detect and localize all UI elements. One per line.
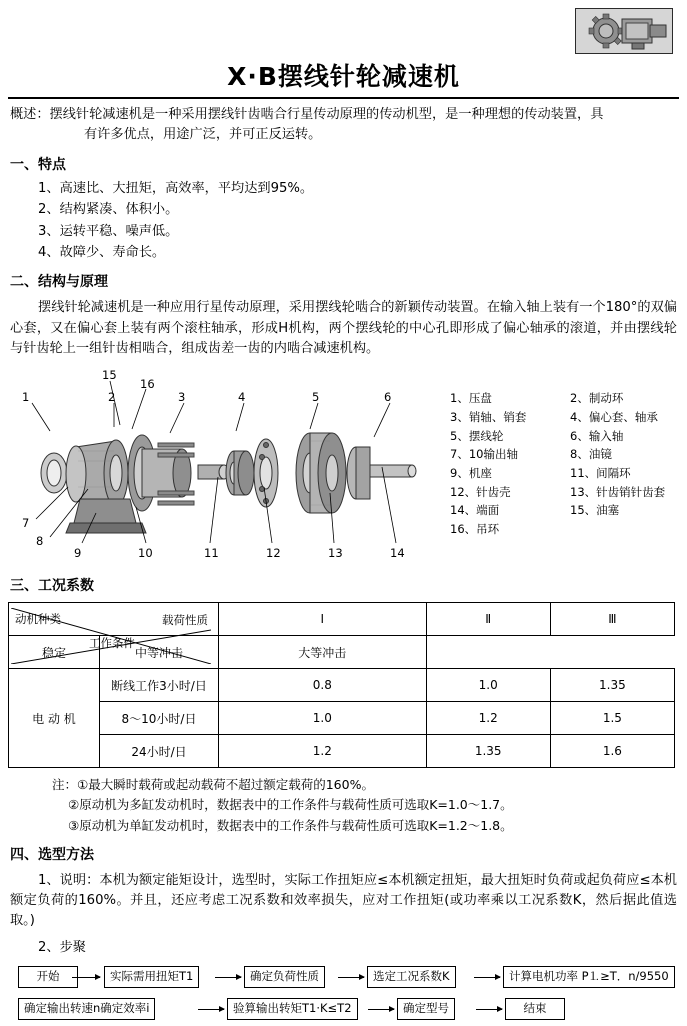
table-header-row [9,603,675,636]
leader-10: 10 [138,546,153,561]
section-heading-structure: 二、结构与原理 [10,274,108,291]
selection-explain-label: 1、说明： [38,872,100,888]
intro-line-1: 概述：摆线针轮减速机是一种采用摆线针齿啮合行星传动原理的传动机型，是一种理想的传动装置，具 [10,107,604,122]
row-group-label: 电 动 机 [9,669,100,768]
leader-13: 13 [328,546,343,561]
section-heading-coefficient: 三、工况系数 [10,578,94,595]
table-row [9,702,675,735]
flow-box-verify-torque: 验算输出转矩T1·K≤T2 [227,998,358,1020]
flow-box-output-speed: 确定输出转速n确定效率i [18,998,155,1020]
diagram-legend [450,389,687,538]
section-heading-selection: 四、选型方法 [10,846,94,863]
flow-arrow-5 [198,1009,224,1010]
table-row [9,735,675,768]
leader-11: 11 [204,546,219,561]
row-1-value-1: 0.8 [219,669,427,702]
leader-3: 3 [178,390,186,405]
col-head-1: Ⅰ [219,603,427,636]
flow-box-coefficient: 选定工况系数K [367,966,456,988]
flow-arrow-7 [476,1009,502,1010]
leader-5: 5 [312,390,320,405]
row-2-condition: 8～10小时/日 [100,702,219,735]
legend-item-11: 11、间隔环 [570,465,631,480]
flow-arrow-1 [72,977,100,978]
legend-item-5: 5、摆线轮 [450,428,504,443]
leader-8: 8 [36,534,44,549]
coefficient-table [8,602,675,768]
leader-12: 12 [266,546,281,561]
leader-lines [10,367,440,567]
flow-box-start: 开始 [18,966,78,988]
flow-box-motor-power: 计算电机功率 P⒈≥T．n/9550 [503,966,675,988]
note-item-1: ①最大瞬时载荷或起动载荷不超过额定载荷的160%。 [77,777,374,793]
row-1-value-3: 1.35 [550,669,674,702]
flow-arrow-4 [474,977,500,978]
selection-explain [10,871,677,932]
legend-item-3: 3、销轴、销套 [450,410,527,425]
row-2-value-2: 1.2 [426,702,550,735]
legend-item-6: 6、输入轴 [570,428,624,443]
legend-item-12: 12、针齿壳 [450,484,511,499]
selection-flowchart [10,964,677,1026]
col-subhead-1: 稳定 [9,636,100,669]
document-content-bottom [0,775,687,1026]
legend-item-2: 2、制动环 [570,391,624,406]
feature-item-3: 3、运转平稳、噪声低。 [38,223,179,239]
page-title: X·B摆线针轮减速机 [227,62,460,91]
intro-paragraph [10,105,677,146]
col-subhead-2: 中等冲击 [100,636,219,669]
coefficient-table-wrap [0,602,687,768]
legend-item-15: 15、油塞 [570,503,620,518]
row-3-value-2: 1.35 [426,735,550,768]
leader-15: 15 [102,368,117,383]
leader-4: 4 [238,390,246,405]
legend-item-8: 8、油镜 [570,447,612,462]
note-item-2: ②原动机为多缸发动机时，数据表中的工作条件与载荷性质可选取K=1.0～1.7。 [68,797,513,813]
intro-line-2: 有许多优点，用途广泛，并可正反运转。 [84,127,322,143]
col-subhead-3: 大等冲击 [219,636,427,669]
structure-paragraph: 摆线针轮减速机是一种应用行星传动原理，采用摆线轮啮合的新颖传动装置。在输入轴上装有一个180°的双偏心套，又在偏心套上装有两个滚柱轴承，形成H机构，两个摆线轮的中心孔即形成了偏心轴承的滚道，并由摆线轮与针齿轮上一组针齿相啮合，组成齿差一齿的内啮合减速机构。 [10,300,677,356]
legend-item-4: 4、偏心套、轴承 [570,410,658,425]
feature-item-1: 1、高速比、大扭矩，高效率，平均达到95%。 [38,180,314,196]
legend-item-16: 16、吊环 [450,521,500,536]
row-3-value-3: 1.6 [550,735,674,768]
legend-item-13: 13、针齿销针齿套 [570,484,666,499]
product-photo [575,8,673,54]
selection-steps-label: 2、步聚 [38,939,86,955]
flow-box-end: 结束 [505,998,565,1020]
row-1-condition: 断线工作3小时/日 [100,669,219,702]
col-head-3: Ⅲ [550,603,674,636]
corner-label-motor-type: 动机种类 [15,612,61,627]
legend-item-blank [570,520,687,539]
table-notes [10,775,677,836]
gearbox-icon [576,9,672,53]
row-1-value-2: 1.0 [426,669,550,702]
leader-6: 6 [384,390,392,405]
legend-item-7: 7、10输出轴 [450,447,518,462]
title-divider [8,97,679,99]
leader-16: 16 [140,377,155,392]
document-content [0,105,687,598]
legend-item-14: 14、端面 [450,503,500,518]
flow-arrow-2 [215,977,241,978]
table-row [9,669,675,702]
leader-2: 2 [108,390,116,405]
leader-7: 7 [22,516,30,531]
flow-box-model: 确定型号 [397,998,455,1020]
legend-item-9: 9、机座 [450,465,492,480]
row-2-value-1: 1.0 [219,702,427,735]
legend-item-1: 1、压盘 [450,391,492,406]
table-corner-cell [9,603,219,651]
notes-label: 注： [52,777,78,793]
feature-item-2: 2、结构紧凑、体积小。 [38,202,179,218]
row-2-value-3: 1.5 [550,702,674,735]
col-head-2: Ⅱ [426,603,550,636]
row-3-condition: 24小时/日 [100,735,219,768]
leader-14: 14 [390,546,405,561]
corner-label-condition: 工作条件 [89,636,135,651]
leader-1: 1 [22,390,30,405]
notes-line-1 [52,775,677,795]
selection-explain-text: 本机为额定能矩设计，选型时，实际工作扭矩应≤本机额定扭矩，最大扭矩时负荷或起负荷应≤本机额定负荷的160%。并且，还应考虑工况系数和效率损失，应对工作扭矩(或功率乘以工况系数K，然后据此值选取。) [10,872,677,929]
flow-box-load-type: 确定负荷性质 [244,966,325,988]
note-item-3: ③原动机为单缸发动机时，数据表中的工作条件与载荷性质可选取K=1.2～1.8。 [68,817,513,833]
section-heading-features: 一、特点 [10,156,66,173]
row-3-value-1: 1.2 [219,735,427,768]
leader-9: 9 [74,546,82,561]
corner-label-load: 载荷性质 [162,613,208,628]
flow-box-required-torque: 实际需用扭矩T1 [104,966,199,988]
feature-item-4: 4、故障少、寿命长。 [38,244,166,260]
flow-arrow-6 [368,1009,394,1010]
exploded-view-diagram [10,367,677,567]
flow-arrow-3 [338,977,364,978]
